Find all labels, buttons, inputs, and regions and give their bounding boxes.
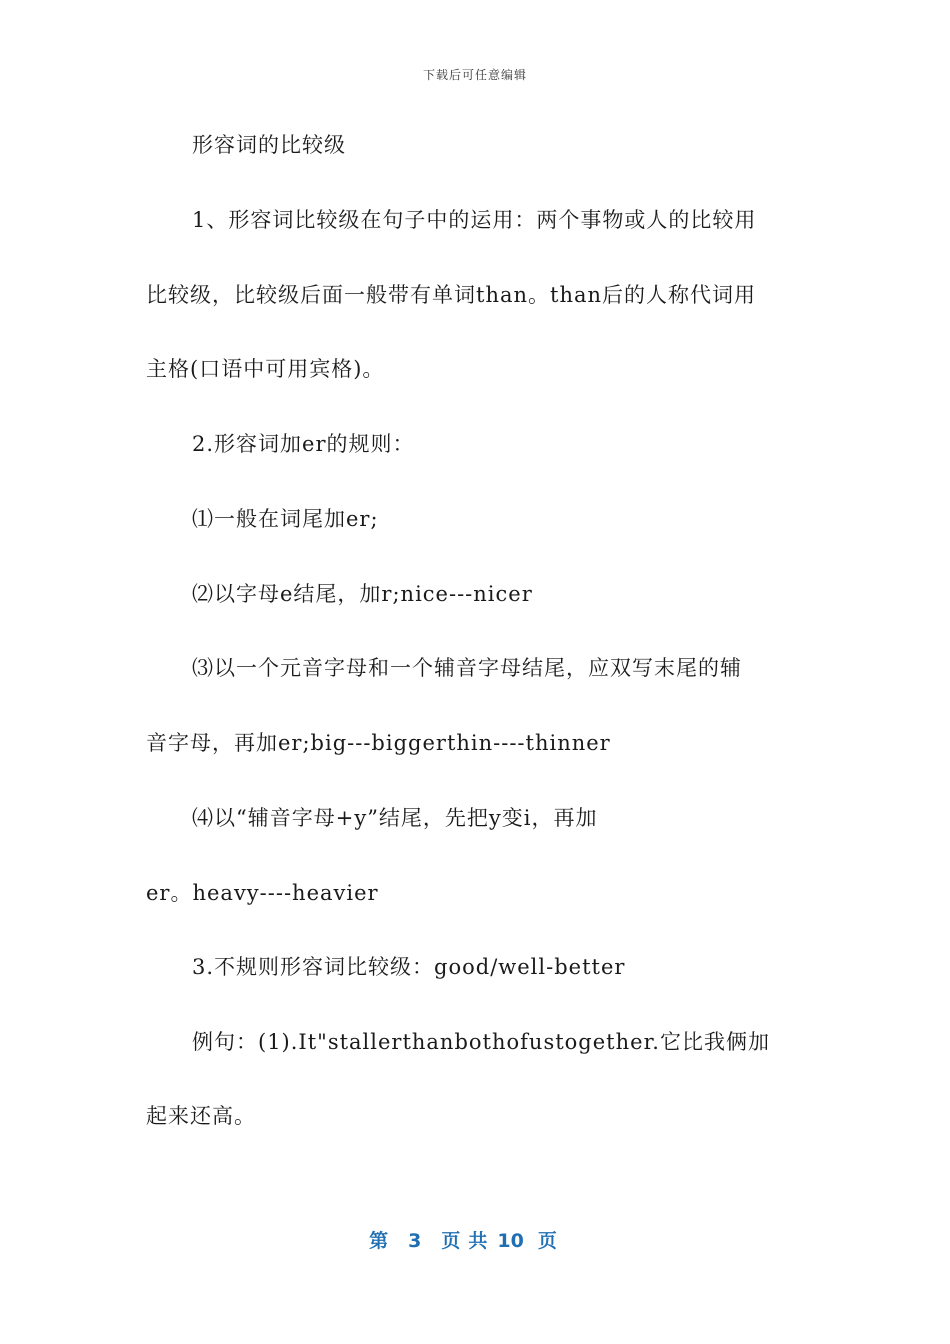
paragraph-line: ⑷以“辅音字母+y”结尾，先把y变i，再加 [192,806,598,830]
footer-page-label: 第 [369,1230,389,1252]
paragraph-line: 起来还高。 [146,1104,256,1128]
paragraph-line: 2.形容词加er的规则： [192,432,415,456]
paragraph-line: ⑴一般在词尾加er; [192,507,379,531]
paragraph-line: 例句：(1).It"stallerthanbothofustogether.它比我俩加 [192,1030,770,1054]
footer-page-unit: 页 [441,1230,461,1252]
footer-total-unit: 页 [537,1230,557,1252]
total-pages-number: 10 [497,1230,524,1252]
paragraph-line: er。heavy----heavier [146,881,379,905]
current-page-number: 3 [408,1230,422,1252]
footer-total-label: 共 [468,1230,488,1252]
paragraph-line: ⑶以一个元音字母和一个辅音字母结尾，应双写末尾的辅 [192,656,742,680]
paragraph-line: 1、形容词比较级在句子中的运用：两个事物或人的比较用 [192,208,757,232]
paragraph-line: 比较级，比较级后面一般带有单词than。than后的人称代词用 [146,283,757,307]
paragraph-line: 主格(口语中可用宾格)。 [146,357,385,381]
paragraph-line: 3.不规则形容词比较级：good/well-better [192,955,626,979]
paragraph-line: ⑵以字母e结尾，加r;nice---nicer [192,582,533,606]
page-footer [0,1226,950,1253]
paragraph-line: 音字母，再加er;big---biggerthin----thinner [146,731,611,755]
document-title: 形容词的比较级 [192,133,346,157]
page-header: 下载后可任意编辑 [422,68,527,82]
